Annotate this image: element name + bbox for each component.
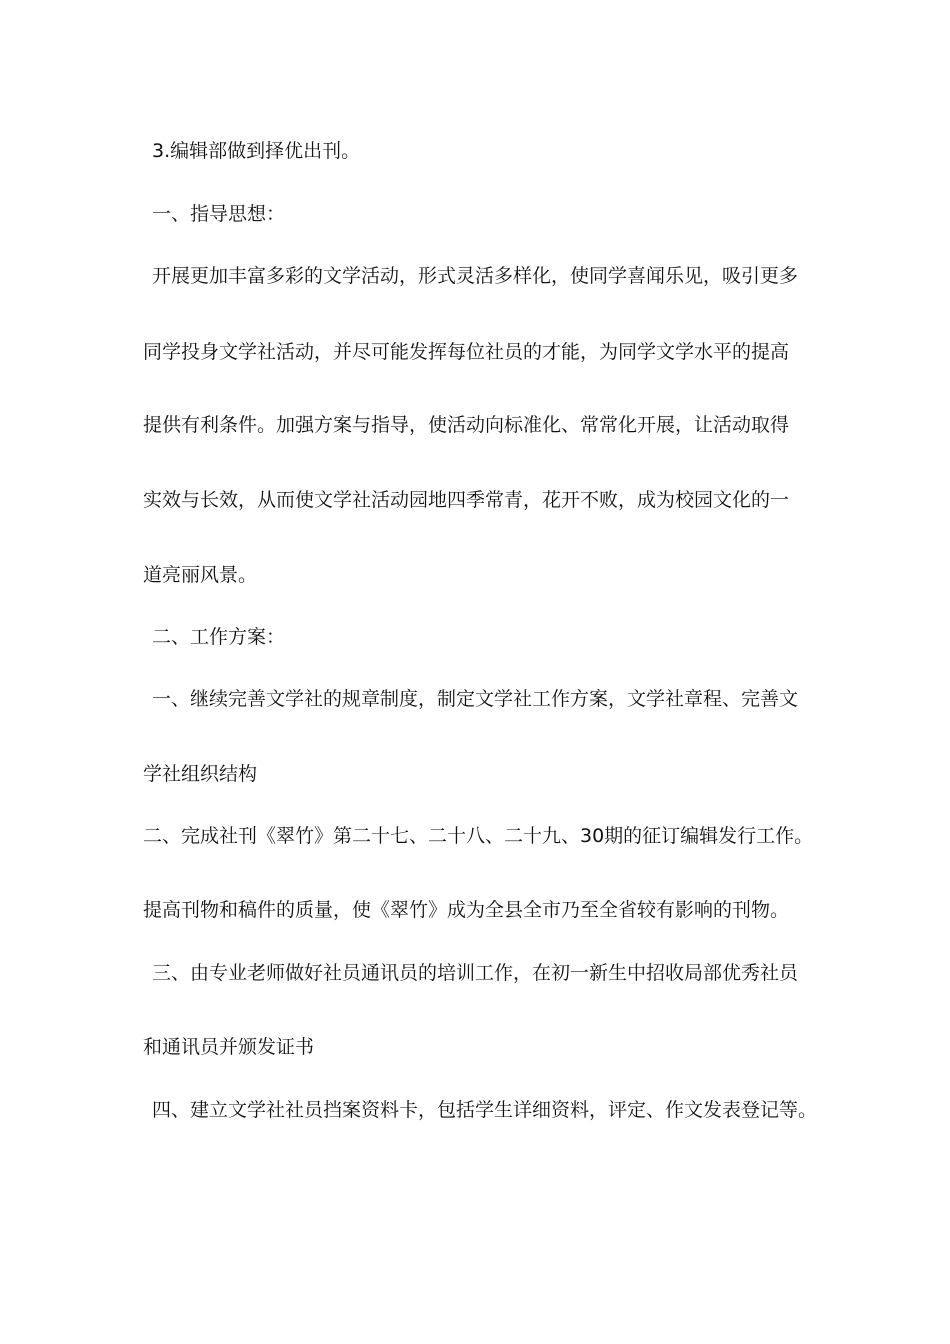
list-item-line: 三、由专业老师做好社员通讯员的培训工作，在初一新生中招收局部优秀社员 bbox=[152, 962, 799, 984]
section-heading-guiding-thought: 一、指导思想： bbox=[152, 203, 286, 225]
list-item-line: 提高刊物和稿件的质量，使《翠竹》成为全县全市乃至全省较有影响的刊物。 bbox=[143, 899, 790, 921]
list-item-editorial: 3.编辑部做到择优出刊。 bbox=[152, 140, 361, 162]
paragraph-line: 开展更加丰富多彩的文学活动，形式灵活多样化，使同学喜闻乐见，吸引更多 bbox=[152, 265, 799, 287]
list-item-line: 一、继续完善文学社的规章制度，制定文学社工作方案，文学社章程、完善文 bbox=[152, 688, 799, 710]
list-item-line: 和通讯员并颁发证书 bbox=[143, 1036, 315, 1058]
list-item-line: 学社组织结构 bbox=[143, 763, 258, 785]
section-heading-work-plan: 二、工作方案： bbox=[152, 626, 286, 648]
paragraph-line: 同学投身文学社活动，并尽可能发挥每位社员的才能，为同学文学水平的提高 bbox=[143, 341, 790, 363]
list-item-line: 四、建立文学社社员挡案资料卡，包括学生详细资料，评定、作文发表登记等。 bbox=[152, 1099, 818, 1121]
list-item-line: 二、完成社刊《翠竹》第二十七、二十八、二十九、30期的征订编辑发行工作。 bbox=[143, 825, 814, 847]
paragraph-line: 道亮丽风景。 bbox=[143, 564, 258, 586]
paragraph-line: 实效与长效，从而使文学社活动园地四季常青，花开不败，成为校园文化的一 bbox=[143, 489, 790, 511]
paragraph-line: 提供有利条件。加强方案与指导，使活动向标准化、常常化开展，让活动取得 bbox=[143, 414, 790, 436]
